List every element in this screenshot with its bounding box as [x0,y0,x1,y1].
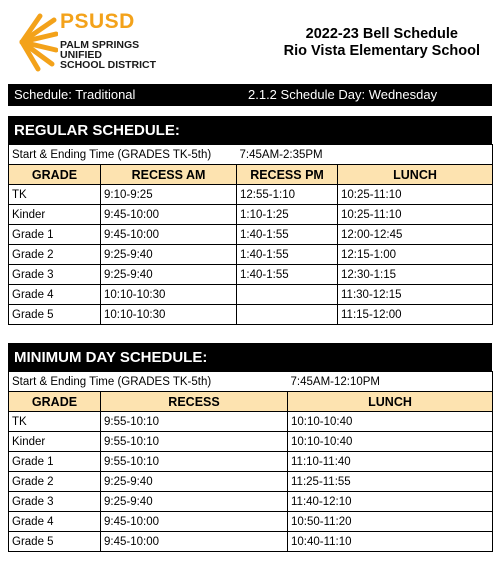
table-row [9,185,493,205]
time-cell: 9:45-10:00 [101,225,237,245]
start-end-time: 7:45AM-12:10PM [288,372,493,392]
time-cell: 9:45-10:00 [101,512,288,532]
grade-cell: Grade 5 [9,532,101,552]
grade-cell: Kinder [9,205,101,225]
time-cell: 9:45-10:00 [101,532,288,552]
logo-line: SCHOOL DISTRICT [60,59,157,71]
time-cell: 12:30-1:15 [338,265,493,285]
title-school: Rio Vista Elementary School [283,43,480,59]
column-header: GRADE [9,165,101,185]
title-year: 2022-23 Bell Schedule [305,26,458,42]
time-cell: 9:10-9:25 [101,185,237,205]
time-cell: 11:25-11:55 [288,472,493,492]
time-cell: 9:25-9:40 [101,472,288,492]
sunburst-icon [18,12,58,72]
grade-cell: Grade 3 [9,265,101,285]
start-end-row [9,372,493,392]
time-cell: 1:10-1:25 [237,205,338,225]
table-row [9,265,493,285]
schedule-day: 2.1.2 Schedule Day: Wednesday [248,87,438,102]
grade-cell: TK [9,185,101,205]
district-logo [18,8,178,78]
time-cell: 10:10-10:40 [288,432,493,452]
grade-cell: Kinder [9,432,101,452]
time-cell: 11:10-11:40 [288,452,493,472]
logo-name: PSUSD [60,10,135,33]
header-row [9,165,493,185]
column-header: RECESS PM [237,165,338,185]
time-cell: 9:25-9:40 [101,265,237,285]
grade-cell: Grade 3 [9,492,101,512]
schedule-type: Schedule: Traditional [14,87,136,102]
column-header: LUNCH [288,392,493,412]
regular-table [8,144,493,325]
grade-cell: Grade 5 [9,305,101,325]
time-cell: 1:40-1:55 [237,225,338,245]
grade-cell: Grade 4 [9,512,101,532]
time-cell: 9:55-10:10 [101,412,288,432]
start-end-label: Start & Ending Time (GRADES TK-5th) [9,145,237,165]
time-cell: 9:25-9:40 [101,492,288,512]
regular-heading: REGULAR SCHEDULE: [8,116,492,144]
time-cell: 10:10-10:30 [101,285,237,305]
logo-subtitle [60,40,156,70]
time-cell: 1:40-1:55 [237,245,338,265]
time-cell: 11:30-12:15 [338,285,493,305]
table-row [9,245,493,265]
table-row [9,305,493,325]
time-cell: 10:25-11:10 [338,205,493,225]
time-cell: 9:55-10:10 [101,432,288,452]
minimum-schedule-section [8,343,492,552]
grade-cell: Grade 1 [9,225,101,245]
table-row [9,452,493,472]
time-cell: 10:50-11:20 [288,512,493,532]
column-header: GRADE [9,392,101,412]
time-cell: 10:25-11:10 [338,185,493,205]
column-header: LUNCH [338,165,493,185]
time-cell: 12:00-12:45 [338,225,493,245]
grade-cell: Grade 1 [9,452,101,472]
table-row [9,512,493,532]
table-row [9,225,493,245]
time-cell: 11:40-12:10 [288,492,493,512]
table-row [9,412,493,432]
time-cell [237,305,338,325]
logo-line: UNIFIED [60,49,102,61]
time-cell: 10:10-10:40 [288,412,493,432]
time-cell: 11:15-12:00 [338,305,493,325]
time-cell: 12:15-1:00 [338,245,493,265]
table-row [9,285,493,305]
time-cell: 12:55-1:10 [237,185,338,205]
start-end-label: Start & Ending Time (GRADES TK-5th) [9,372,288,392]
time-cell: 9:45-10:00 [101,205,237,225]
time-cell: 10:10-10:30 [101,305,237,325]
start-end-row [9,145,493,165]
table-row [9,205,493,225]
schedule-info-bar [8,84,492,106]
grade-cell: Grade 4 [9,285,101,305]
page-title [284,26,480,60]
table-row [9,492,493,512]
grade-cell: TK [9,412,101,432]
table-row [9,432,493,452]
grade-cell: Grade 2 [9,472,101,492]
time-cell [237,285,338,305]
start-end-time: 7:45AM-2:35PM [237,145,493,165]
time-cell: 9:25-9:40 [101,245,237,265]
table-row [9,532,493,552]
time-cell: 9:55-10:10 [101,452,288,472]
time-cell: 10:40-11:10 [288,532,493,552]
minimum-heading: MINIMUM DAY SCHEDULE: [8,343,492,371]
regular-schedule-section [8,116,492,325]
header-row [9,392,493,412]
logo-line: PALM SPRINGS [60,39,140,51]
table-row [9,472,493,492]
minimum-table [8,371,493,552]
grade-cell: Grade 2 [9,245,101,265]
column-header: RECESS [101,392,288,412]
time-cell: 1:40-1:55 [237,265,338,285]
column-header: RECESS AM [101,165,237,185]
